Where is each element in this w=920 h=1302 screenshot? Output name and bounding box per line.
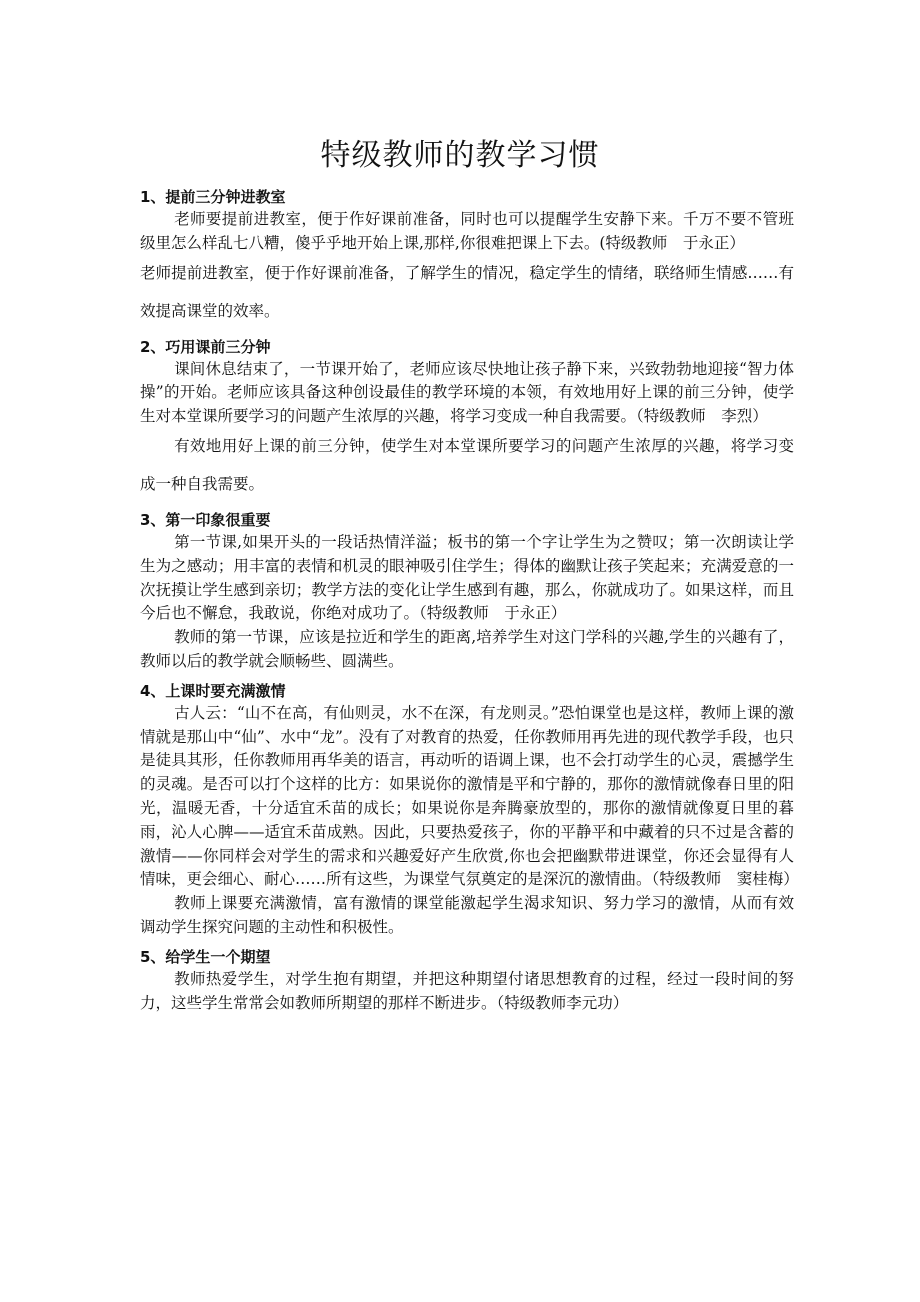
- section-3: [140, 509, 794, 674]
- section-paragraph: 课间休息结束了，一节课开始了，老师应该尽快地让孩子静下来，兴致勃勃地迎接“智力体操”的开始。老师应该具备这种创设最佳的教学环境的本领，有效地用好上课的前三分钟，使学生对本堂课所要学习的问题产生浓厚的兴趣，将学习变成一种自我需要。（特级教师 李烈）: [140, 359, 794, 426]
- section-paragraph: 第一节课,如果开头的一段话热情洋溢；板书的第一个字让学生为之赞叹；第一次朗读让学生为之感动；用丰富的表情和机灵的眼神吸引住学生；得体的幽默让孩子笑起来；充满爱意的一次抚摸让学生感到亲切；教学方法的变化让学生感到有趣，那么，你就成功了。如果这样，而且今后也不懈怠，我敢说，你绝对成功了。（特级教师 于永正）: [140, 532, 794, 623]
- section-summary: 教师的第一节课，应该是拉近和学生的距离,培养学生对这门学科的兴趣,学生的兴趣有了，教师以后的教学就会顺畅些、圆满些。: [140, 628, 794, 670]
- section-heading: 5、给学生一个期望: [140, 947, 271, 966]
- section-paragraph: 教师热爱学生，对学生抱有期望，并把这种期望付诸思想教育的过程，经过一段时间的努力，这些学生常常会如教师所期望的那样不断进步。（特级教师李元功）: [140, 969, 794, 1012]
- section-summary: 有效地用好上课的前三分钟，使学生对本堂课所要学习的问题产生浓厚的兴趣，将学习变成一种自我需要。: [140, 436, 794, 493]
- section-2: [140, 336, 794, 503]
- section-summary: 教师上课要充满激情，富有激情的课堂能激起学生渴求知识、努力学习的激情，从而有效调动学生探究问题的主动性和积极性。: [140, 894, 794, 936]
- section-4: [140, 680, 799, 940]
- section-heading: 4、上课时要充满激情: [140, 681, 286, 700]
- section-1: [140, 186, 794, 330]
- document-body: [140, 186, 799, 1021]
- section-heading: 3、第一印象很重要: [140, 510, 271, 529]
- section-summary: 老师提前进教室，便于作好课前准备，了解学生的情况，稳定学生的情绪，联络师生情感……有效提高课堂的效率。: [140, 263, 794, 320]
- section-paragraph: 古人云：“山不在高，有仙则灵，水不在深，有龙则灵。”恐怕课堂也是这样，教师上课的激情就是那山中“仙”、水中“龙”。没有了对教育的热爱，任你教师用再先进的现代教学手段，也只是徒具其形，任你教师用再华美的语言，再动听的语调上课，也不会打动学生的心灵，震撼学生的灵魂。是否可以打个这样的比方：如果说你的激情是平和宁静的，那你的激情就像春日里的阳光，温暖无香，十分适宜禾苗的成长；如果说你是奔腾豪放型的，那你的激情就像夏日里的暮雨，沁人心脾——适宜禾苗成熟。因此，只要热爱孩子，你的平静平和中藏着的只不过是含蓄的激情——你同样会对学生的需求和兴趣爱好产生欣赏,你也会把幽默带进课堂，你还会显得有人情味，更会细心、耐心……所有这些，为课堂气氛奠定的是深沉的激情曲。（特级教师 窦桂梅）: [140, 703, 799, 889]
- section-paragraph: 老师要提前进教室，便于作好课前准备，同时也可以提醒学生安静下来。千万不要不管班级里怎么样乱七八糟，傻乎乎地开始上课,那样,你很难把课上下去。(特级教师 于永正）: [140, 210, 794, 252]
- document-title: 特级教师的教学习惯: [320, 138, 600, 173]
- section-heading: 2、巧用课前三分钟: [140, 337, 271, 356]
- section-heading: 1、提前三分钟进教室: [140, 188, 286, 206]
- section-5: [140, 946, 794, 1016]
